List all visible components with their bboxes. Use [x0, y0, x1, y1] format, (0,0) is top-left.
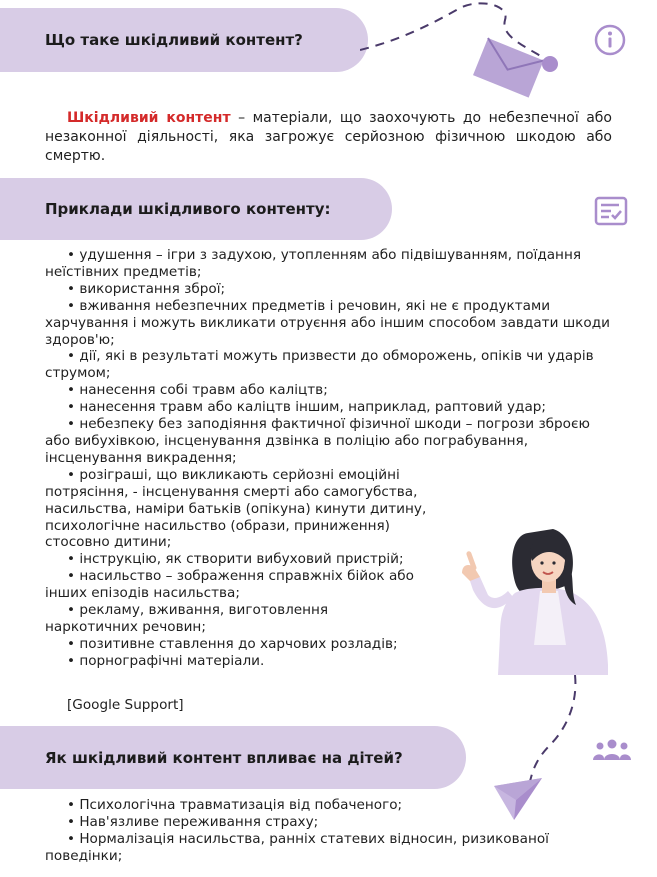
section-title: Як шкідливий контент впливає на дітей? — [45, 748, 403, 767]
list-item: • насильство – зображення справжніх бійок або інших епізодів насильства; — [45, 568, 414, 602]
source-citation: [Google Support] — [67, 697, 184, 713]
section-title: Приклади шкідливого контенту: — [45, 200, 331, 218]
list-item: • дії, які в результаті можуть призвести до обморожень, опіків чи ударів струмом; — [45, 348, 594, 382]
envelope-icon — [360, 0, 580, 110]
section-header-impact — [0, 726, 466, 789]
list-item: • вживання небезпечних предметів і речовин, які не є продуктами харчування і можуть викликати отруєння або іншим способом завдати шкоди здоров'ю; — [45, 297, 610, 348]
list-item: • небезпеку без заподіяння фактичної фізичної шкоди – погрози зброєю або вибухівкою, інсценування дзвінка в поліцію або пограбування, інсценування викрадення; — [45, 416, 590, 466]
definition-paragraph — [45, 109, 612, 166]
definition-text: – матеріали, що заохочують до небезпечної або незаконної діяльності, яка загрожує серйозною фізичною шкодою або смертю. — [45, 110, 612, 164]
checklist-icon — [594, 196, 628, 226]
list-item: • порнографічні матеріали. — [67, 652, 265, 669]
highlight-term: Шкідливий контент — [67, 110, 231, 126]
impact-list — [45, 797, 615, 865]
list-item: • рекламу, вживання, виготовлення наркотичних речовин; — [45, 602, 329, 635]
section-header-examples — [0, 178, 392, 240]
list-item: • інструкцію, як створити вибуховий пристрій; — [67, 551, 404, 568]
list-item: • позитивне ставлення до харчових розладів; — [67, 635, 398, 652]
list-item: • нанесення собі травм або каліцтв; — [67, 382, 328, 399]
list-item: • удушення – ігри з задухою, утопленням або підвішуванням, поїдання неїстівних предметів; — [45, 247, 582, 280]
woman-pointing-illustration — [458, 515, 618, 675]
people-group-icon — [592, 738, 632, 762]
list-item: • використання зброї; — [67, 280, 226, 297]
section-header-what-is — [0, 8, 368, 72]
list-item: • Нав'язливе переживання страху; — [67, 814, 319, 830]
section-title: Що таке шкідливий контент? — [45, 31, 303, 49]
list-item: • Психологічна травматизація від побаченого; — [67, 797, 403, 813]
info-icon — [594, 24, 626, 56]
list-item: • нанесення травм або каліцтв іншим, наприклад, раптовий удар; — [67, 399, 546, 416]
list-item: • Нормалізація насильства, ранніх статевих відносин, ризикованої поведінки; — [45, 831, 549, 864]
list-item: • розіграші, що викликають серйозні емоційні потрясіння, - інсценування смерті або самогубства, насильства, наміри батьків (опікуна) кинути дитину, психологічне насильство (образи, приниження) стосовно дитини; — [45, 466, 427, 551]
